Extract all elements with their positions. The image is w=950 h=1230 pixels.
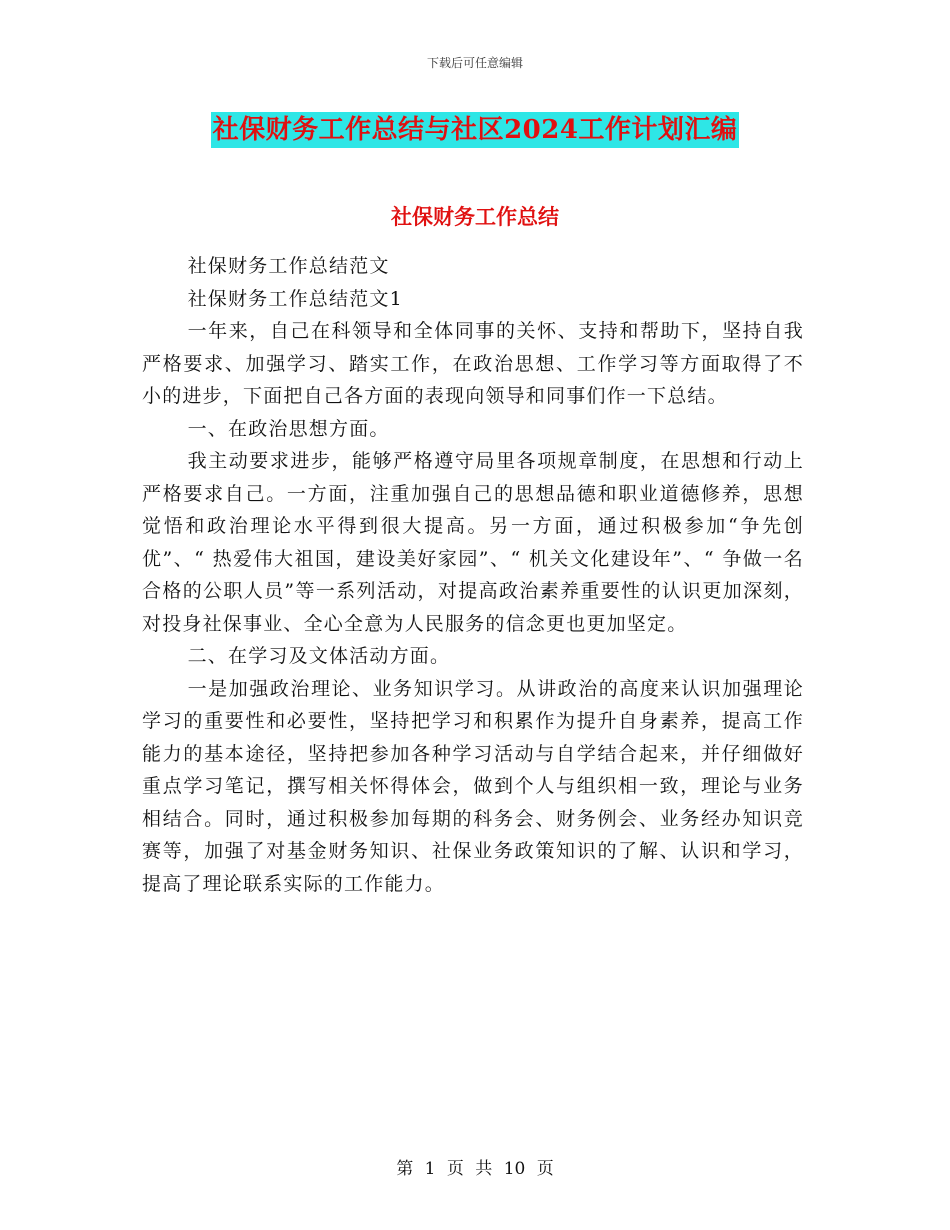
document-title [0, 112, 950, 148]
paragraph-intro: 一年来，自己在科领导和全体同事的关怀、支持和帮助下，坚持自我严格要求、加强学习、踏实工作，在政治思想、工作学习等方面取得了不小的进步，下面把自己各方面的表现向领导和同事们作一下总结。 [142, 320, 804, 407]
paragraph-study-body: 一是加强政治理论、业务知识学习。从讲政治的高度来认识加强理论学习的重要性和必要性，坚持把学习和积累作为提升自身素养，提高工作能力的基本途径，坚持把参加各种学习活动与自学结合起来，并仔细做好重点学习笔记，撰写相关怀得体会，做到个人与组织相一致，理论与业务相结合。同时，通过积极参加每期的科务会、财务例会、业务经办知识竞赛等，加强了对基金财务知识、社保业务政策知识的了解、认识和学习，提高了理论联系实际的工作能力。 [142, 677, 804, 895]
paragraph-study-heading: 二、在学习及文体活动方面。 [187, 645, 451, 667]
paragraph-political-body: 我主动要求进步，能够严格遵守局里各项规章制度，在思想和行动上严格要求自己。一方面，注重加强自己的思想品德和职业道德修养，思想觉悟和政治理论水平得到很大提高。另一方面，通过积极参加“争先创优”、“ 热爱伟大祖国，建设美好家园”、“ 机关文化建设年”、“ 争做一名合格的公职人员”等一系列活动，对提高政治素养重要性的认识更加深刻，对投身社保事业、全心全意为人民服务的信念更也更加坚定。 [142, 450, 804, 635]
document-title-text: 社保财务工作总结与社区2024工作计划汇编 [211, 112, 740, 148]
header-note: 下载后可任意编辑 [426, 56, 523, 70]
paragraph-sample-heading: 社保财务工作总结范文 [187, 255, 390, 277]
paragraph-political-heading: 一、在政治思想方面。 [187, 417, 390, 440]
document-body [142, 250, 804, 900]
section-title: 社保财务工作总结 [391, 204, 559, 229]
page-number-footer: 第 1 页 共 10 页 [396, 1159, 554, 1179]
paragraph-sample-1-heading: 社保财务工作总结范文1 [187, 287, 403, 310]
